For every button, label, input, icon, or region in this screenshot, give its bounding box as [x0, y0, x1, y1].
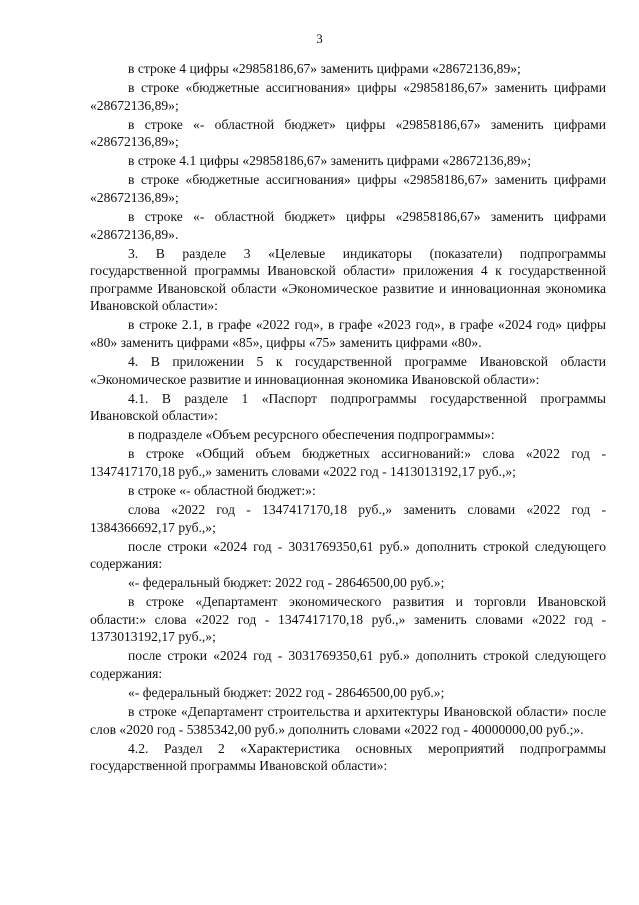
paragraph: в строке 2.1, в графе «2022 год», в графе «2023 год», в графе «2024 год» цифры «80» заменить цифрами «85», цифры «75» заменить цифрами «80».	[90, 317, 606, 350]
page-number: 3	[316, 31, 323, 46]
paragraph: в строке 4 цифры «29858186,67» заменить цифрами «28672136,89»;	[128, 61, 521, 76]
paragraph: «- федеральный бюджет: 2022 год - 28646500,00 руб.»;	[128, 575, 445, 591]
paragraph: после строки «2024 год - 3031769350,61 руб.» дополнить строкой следующего содержания:	[90, 648, 606, 682]
document-body	[90, 60, 606, 776]
paragraph: после строки «2024 год - 3031769350,61 руб.» дополнить строкой следующего содержания:	[90, 538, 606, 572]
paragraph: в строке «- областной бюджет» цифры «29858186,67» заменить цифрами «28672136,89»;	[90, 116, 606, 150]
paragraph: в строке «бюджетные ассигнования» цифры «29858186,67» заменить цифрами «28672136,89»;	[90, 172, 606, 205]
paragraph: в строке «Департамент строительства и архитектуры Ивановской области» после слов «2020 год - 5385342,00 руб.» дополнить словами «2022 год - 40000000,00 руб.;».	[90, 704, 606, 737]
paragraph: в строке «- областной бюджет:»:	[128, 482, 316, 498]
paragraph: в строке «Общий объем бюджетных ассигнований:» слова «2022 год - 1347417170,18 руб.,» заменить словами «2022 год - 1413013192,17 руб.,»;	[90, 446, 606, 479]
paragraph: 4. В приложении 5 к государственной программе Ивановской области «Экономическое развитие и инновационная экономика Ивановской области»:	[90, 354, 606, 387]
paragraph: в строке «- областной бюджет» цифры «29858186,67» заменить цифрами «28672136,89».	[90, 208, 606, 242]
paragraph: в строке 4.1 цифры «29858186,67» заменить цифрами «28672136,89»;	[128, 153, 532, 169]
paragraph: в строке «бюджетные ассигнования» цифры «29858186,67» заменить цифрами «28672136,89»;	[90, 80, 606, 113]
paragraph: «- федеральный бюджет: 2022 год - 28646500,00 руб.»;	[128, 685, 445, 701]
paragraph: слова «2022 год - 1347417170,18 руб.,» заменить словами «2022 год - 1384366692,17 руб.,»;	[90, 501, 606, 535]
paragraph: 4.2. Раздел 2 «Характеристика основных мероприятий подпрограммы государственной программы Ивановской области»:	[90, 740, 606, 774]
paragraph: 3. В разделе 3 «Целевые индикаторы (показатели) подпрограммы государственной программы Ивановской области» приложения 4 к государственной программе Ивановской области «Экономическое развитие и инновационная экономика Ивановской области»:	[90, 245, 606, 314]
paragraph: в подразделе «Объем ресурсного обеспечения подпрограммы»:	[128, 427, 495, 443]
paragraph: в строке «Департамент экономического развития и торговли Ивановской области:» слова «2022 год - 1347417170,18 руб.,» заменить словами «2022 год - 1373013192,17 руб.,»;	[90, 594, 606, 645]
paragraph: 4.1. В разделе 1 «Паспорт подпрограммы государственной программы Ивановской области»:	[90, 390, 606, 424]
